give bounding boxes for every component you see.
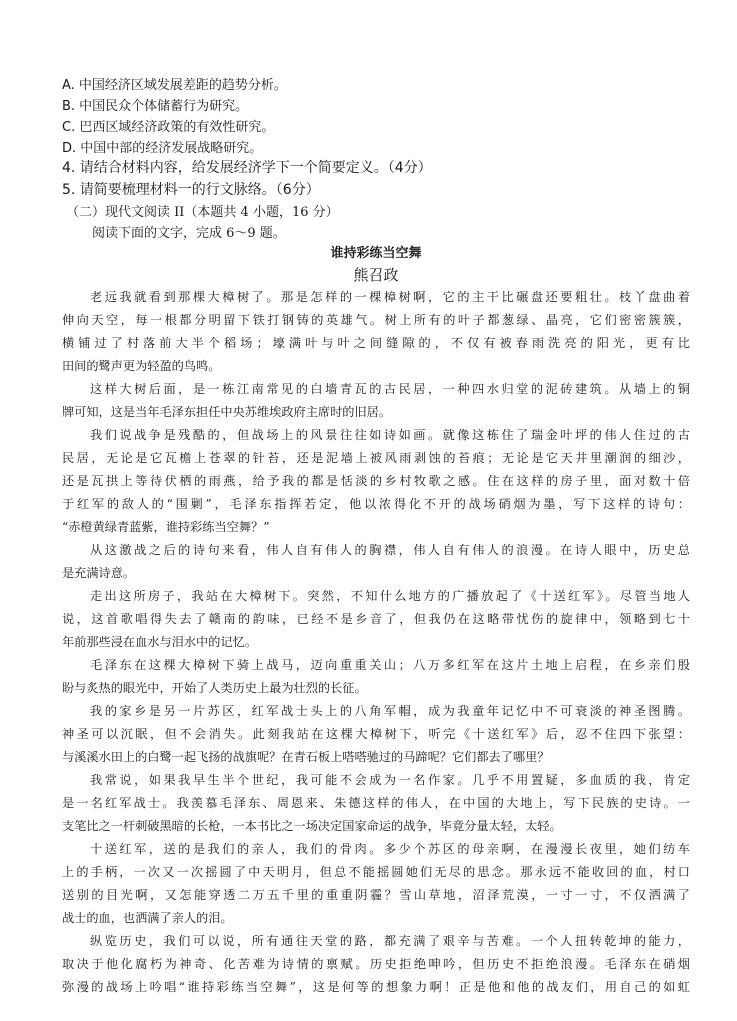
article-line: 田间的鹭声更为轻盈的鸟鸣。 [62,359,221,373]
article-line: 弥漫的战场上吟唱“谁持彩练当空舞”，这是何等的想象力啊！正是他和他的战友们，用自己的如虹 [62,980,690,994]
article-line: 我们说战争是残酷的，但战场上的风景往往如诗如画。就像这栋住了瑞金叶坪的伟人住过的古 [90,428,690,442]
article-line: 这样大树后面，是一栋江南常见的白墙青瓦的古民居，一种四水归堂的泥砖建筑。从墙上的铜 [90,382,690,396]
reading-instruction: 阅读下面的文字，完成 6～9 题。 [92,226,286,241]
article-line: 我常说，如果我早生半个世纪，我可能不会成为一名作家。几乎不用置疑，多血质的我，肯定 [90,773,690,787]
article-line: 战士的血，也洒满了亲人的泪。 [62,911,233,925]
article-line: 十送红军，送的是我们的亲人，我们的骨肉。多少个苏区的母亲啊，在漫漫长夜里，她们纺车 [90,842,690,856]
article-line: 走出这所房子，我站在大樟树下。突然，不知什么地方的广播放起了《十送红军》。尽管当地人 [90,589,690,603]
article-line: 老远我就看到那棵大樟树了。那是怎样的一棵樟树啊，它的主干比碾盘还要粗壮。枝丫盘曲着 [90,290,690,304]
article-line: 盼与炙热的眼光中，开始了人类历史上最为壮烈的长征。 [62,681,367,695]
article-author: 熊召政 [353,266,399,284]
option-d: D. 中国中部的经济发展战略研究。 [62,141,263,156]
article-line: 毛泽东在这棵大樟树下骑上战马，迈向重重关山；八万多红军在这片土地上启程，在乡亲们殷 [90,658,690,672]
article-line: 说，这首歌唱得失去了赣南的韵味，已经不是乡音了，但我仍在这略带忧伤的旋律中，领略到七十 [62,612,690,626]
article-line: 是充满诗意。 [62,566,136,580]
article-line: 伸向天空，每一根都分明留下铁打钢铸的英雄气。树上所有的叶子都葱绿、晶亮，它们密密簇簇， [62,313,690,327]
article-line: “赤橙黄绿青蓝紫，谁持彩练当空舞？” [62,520,270,534]
article-line: 与溪溪水田上的白鹭一起飞扬的战旗呢？在青石板上嗒嗒驰过的马蹄呢？它们都去了哪里？ [62,750,550,764]
article-line: 上的手柄，一次又一次摇圆了中天明月，但总不能摇圆她们无尽的思念。那永远不能收回的血，村口 [62,865,690,879]
section-title: （二）现代文阅读 II（本题共 4 小题，16 分） [66,205,339,220]
article-line: 从这激战之后的诗句来看，伟人自有伟人的胸襟，伟人自有伟人的浪漫。在诗人眼中，历史总 [90,543,690,557]
article-line: 我的家乡是另一片苏区，红军战士头上的八角军帽，成为我童年记忆中不可衰淡的神圣图腾。 [90,704,690,718]
option-a: A. 中国经济区域发展差距的趋势分析。 [62,78,287,93]
article-line: 民居，无论是它瓦檐上苍翠的针苔，还是泥墙上被风雨剥蚀的苔痕；无论是它天井里潮润的细沙， [62,451,690,465]
article-title: 谁持彩练当空舞 [330,246,422,261]
article-line: 牌可知，这是当年毛泽东担任中央苏维埃政府主席时的旧居。 [62,405,392,419]
article-line: 送别的目光啊，又怎能穿透二万五千里的重重阴霾？雪山草地，沼泽荒漠，一寸一寸，不仅洒满了 [62,888,690,902]
article-line: 纵览历史，我们可以说，所有通往天堂的路，都充满了艰辛与苦难。一个人扭转乾坤的能力， [90,934,690,948]
option-b: B. 中国民众个体储蓄行为研究。 [62,99,249,114]
option-c: C. 巴西区域经济政策的有效性研究。 [62,120,275,135]
question-4: 4. 请结合材料内容，给发展经济学下一个简要定义。（4分） [62,160,432,176]
article-line: 年前那些浸在血水与泪水中的记忆。 [62,635,257,649]
question-5: 5. 请简要梳理材料一的行文脉络。（6分） [62,182,320,198]
article-line: 支笔比之一杆刺破黑暗的长枪，一本书比之一场决定国家命运的战争，毕竟分量太轻，太轻。 [62,819,562,833]
article-line: 于红军的敌人的“围剿”，毛泽东指挥若定，他以浓得化不开的战场硝烟为墨，写下这样的诗句： [62,497,690,511]
article-line: 横铺过了村落前大半个稻场；壕满叶与叶之间缝隙的，不仅有被春雨洗亮的阳光，更有比 [62,336,690,350]
article-line: 神圣可以沉眠，但不会消失。此刻我站在这棵大樟树下，听完《十送红军》后，忍不住四下张望： [62,727,690,741]
article-line: 取决于他化腐朽为神奇、化苦难为诗情的禀赋。历史拒绝呻吟，但历史不拒绝浪漫。毛泽东在硝烟 [62,957,690,971]
article-line: 还是瓦拱上等待伏栖的雨燕，给予我的都是恬淡的乡村牧歌之感。住在这样的房子里，面对数十倍 [62,474,690,488]
article-line: 是一名红军战士。我羡慕毛泽东、周恩来、朱德这样的伟人，在中国的大地上，写下民族的史诗。一 [62,796,690,810]
